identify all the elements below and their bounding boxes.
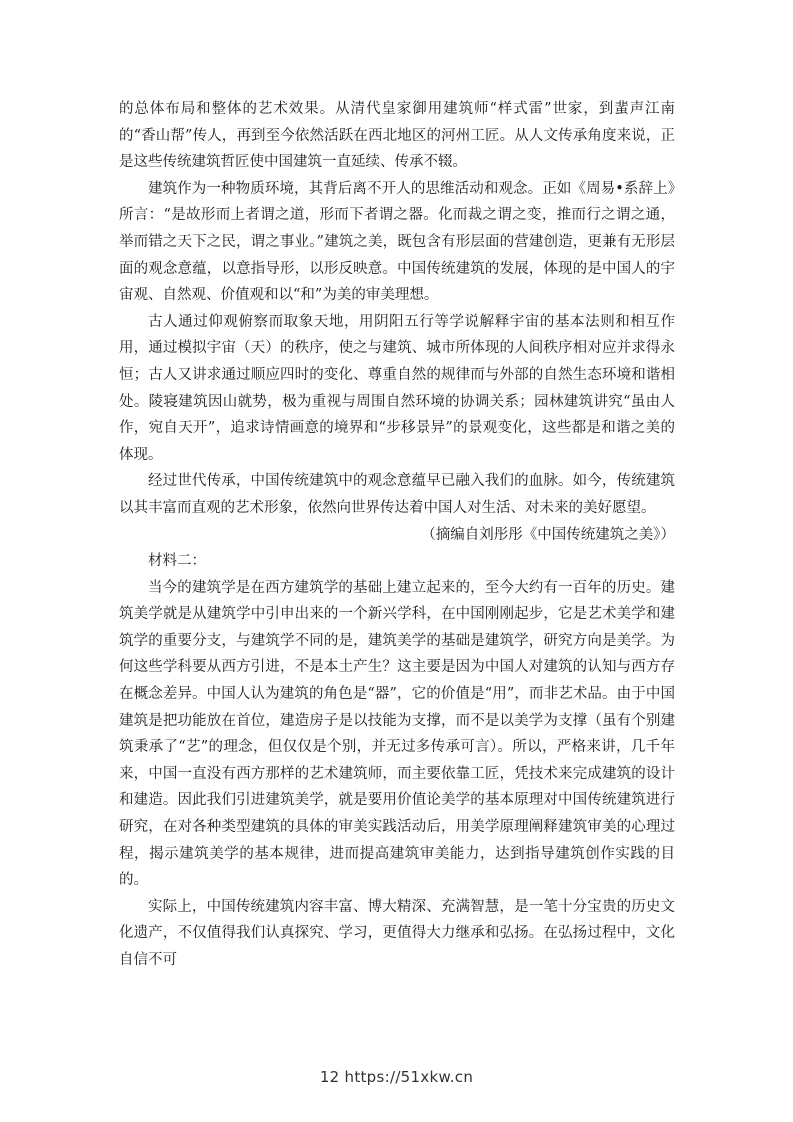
paragraph-2: 建筑作为一种物质环境，其背后离不开人的思维活动和观念。正如《周易•系辞上》所言：“是故形而上者谓之道，形而下者谓之器。化而裁之谓之变，推而行之谓之通，举而错之天下之民，谓之事业。”建筑之美，既包含有形层面的营建创造，更兼有无形层面的观念意蕴，以意指导形，以形反映意。中国传统建筑的发展，体现的是中国人的宇宙观、自然观、价值观和以“和”为美的审美理想。 bbox=[119, 180, 675, 304]
page-number: 12 bbox=[319, 1068, 340, 1086]
source-citation: （摘编自刘彤彤《中国传统建筑之美》） bbox=[421, 526, 675, 543]
footer-url: https://51xkw.cn bbox=[344, 1068, 474, 1086]
paragraph-5: 当今的建筑学是在西方建筑学的基础上建立起来的，至今大约有一百年的历史。建筑美学就是从建筑学中引申出来的一个新兴学科，在中国刚刚起步，它是艺术美学和建筑学的重要分支，与建筑学不同的是，建筑美学的基础是建筑学，研究方向是美学。为何这些学科要从西方引进，不是本土产生？这主要是因为中国人对建筑的认知与西方存在概念差异。中国人认为建筑的角色是“器”，它的价值是“用”，而非艺术品。由于中国建筑是把功能放在首位，建造房子是以技能为支撑，而不是以美学为支撑（虽有个别建筑秉承了“艺”的理念，但仅仅是个别，并无过多传承可言）。所以，严格来讲，几千年来，中国一直没有西方那样的艺术建筑师，而主要依靠工匠，凭技术来完成建筑的设计和建造。因此我们引进建筑美学，就是要用价值论美学的基本原理对中国传统建筑进行研究，在对各种类型建筑的具体的审美实践活动后，用美学原理阐释建筑审美的心理过程，揭示建筑美学的基本规律，进而提高建筑审美能力，达到指导建筑创作实践的目的。 bbox=[119, 579, 675, 889]
document-body bbox=[119, 96, 675, 974]
page-footer bbox=[0, 1068, 793, 1086]
section-heading: 材料二： bbox=[148, 553, 206, 570]
paragraph-4: 经过世代传承，中国传统建筑中的观念意蕴早已融入我们的血脉。如今，传统建筑以其丰富而直观的艺术形象，依然向世界传达着中国人对生活、对未来的美好愿望。 bbox=[119, 473, 675, 516]
paragraph-3: 古人通过仰观俯察而取象天地，用阴阳五行等学说解释宇宙的基本法则和相互作用，通过模拟宇宙（天）的秩序，使之与建筑、城市所体现的人间秩序相对应并求得永恒；古人又讲求通过顺应四时的变化、尊重自然的规律而与外部的自然生态环境和谐相处。陵寝建筑因山就势，极为重视与周围自然环境的协调关系；园林建筑讲究“虽由人作，宛自天开”，追求诗情画意的境界和“步移景异”的景观变化，这些都是和谐之美的体现。 bbox=[119, 313, 675, 463]
paragraph-6: 实际上，中国传统建筑内容丰富、博大精深、充满智慧，是一笔十分宝贵的历史文化遗产，不仅值得我们认真探究、学习，更值得大力继承和弘扬。在弘扬过程中，文化自信不可 bbox=[119, 898, 675, 968]
paragraph-1: 的总体布局和整体的艺术效果。从清代皇家御用建筑师“样式雷”世家，到蜚声江南的“香山帮”传人，再到至今依然活跃在西北地区的河州工匠。从人文传承角度来说，正是这些传统建筑哲匠使中国建筑一直延续、传承不辍。 bbox=[119, 101, 675, 171]
